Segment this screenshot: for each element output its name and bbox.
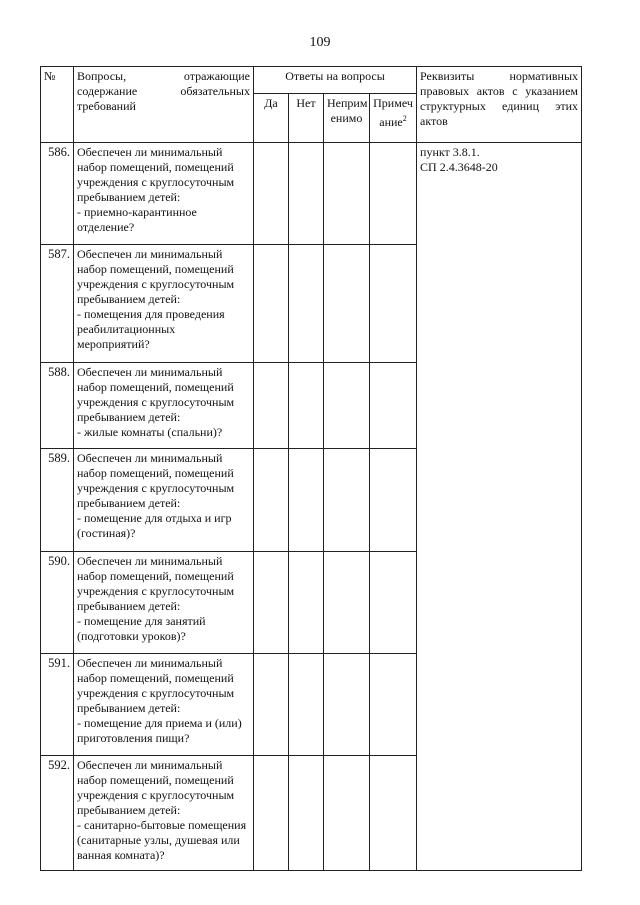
answer-yes-cell[interactable] [254,245,289,363]
header-number: № [41,67,74,143]
question-item: - жилые комнаты (спальни)? [77,425,223,439]
header-questions-word3: содержание [77,84,138,98]
answer-yes-cell[interactable] [254,143,289,245]
row-number: 587. [41,245,74,363]
header-requisites: Реквизиты нормативных правовых актов с указанием структурных единиц этих актов [417,67,582,143]
question-text: Обеспечен ли минимальный набор помещений, помещений учреждения с круглосуточным пребыванием детей: [77,365,235,424]
answer-na-cell[interactable] [324,449,370,552]
question-cell [74,449,254,552]
question-cell [74,756,254,871]
answer-note-cell[interactable] [370,552,417,654]
answer-na-cell[interactable] [324,363,370,449]
question-text: Обеспечен ли минимальный набор помещений, помещений учреждения с круглосуточным пребыванием детей: [77,145,235,204]
row-number: 591. [41,654,74,756]
header-answer-yes: Да [254,94,289,143]
answer-note-cell[interactable] [370,245,417,363]
question-cell [74,143,254,245]
answer-yes-cell[interactable] [254,552,289,654]
question-cell [74,654,254,756]
header-answers-group: Ответы на вопросы [254,67,417,94]
row-number: 592. [41,756,74,871]
answer-no-cell[interactable] [289,654,324,756]
answer-yes-cell[interactable] [254,363,289,449]
answer-note-cell[interactable] [370,143,417,245]
question-cell [74,552,254,654]
question-item: - помещение для приема и (или) приготовления пищи? [77,716,242,745]
question-item: - приемно-карантинное отделение? [77,205,197,234]
header-questions-word4: обязательных [180,84,250,98]
answer-na-cell[interactable] [324,552,370,654]
header-answer-note-label: Примеч ание [373,96,413,129]
question-text: Обеспечен ли минимальный набор помещений, помещений учреждения с круглосуточным пребыванием детей: [77,554,235,613]
header-answer-not-applicable: Неприм енимо [324,94,370,143]
answer-na-cell[interactable] [324,654,370,756]
answer-na-cell[interactable] [324,756,370,871]
header-questions [74,67,254,143]
question-item: - помещения для проведения реабилитационных мероприятий? [77,307,225,351]
answer-no-cell[interactable] [289,756,324,871]
answer-yes-cell[interactable] [254,756,289,871]
row-number: 589. [41,449,74,552]
question-text: Обеспечен ли минимальный набор помещений, помещений учреждения с круглосуточным пребыванием детей: [77,247,235,306]
answer-na-cell[interactable] [324,143,370,245]
answer-no-cell[interactable] [289,143,324,245]
question-cell [74,363,254,449]
answer-note-cell[interactable] [370,756,417,871]
table-row [41,143,582,245]
answer-no-cell[interactable] [289,363,324,449]
reference-document: СП 2.4.3648-20 [420,160,498,174]
answer-note-cell[interactable] [370,363,417,449]
checklist-table [40,66,582,871]
header-questions-word2: отражающие [183,69,250,83]
answer-yes-cell[interactable] [254,654,289,756]
answer-no-cell[interactable] [289,449,324,552]
row-number: 588. [41,363,74,449]
row-number: 586. [41,143,74,245]
reference-cell [417,143,582,871]
header-questions-word1: Вопросы, [77,69,127,83]
header-row-top [41,67,582,94]
page-number: 109 [309,35,331,50]
reference-clause: пункт 3.8.1. [420,145,480,159]
header-questions-word5: требований [77,99,136,113]
answer-no-cell[interactable] [289,552,324,654]
question-item: - санитарно-бытовые помещения (санитарные узлы, душевая или ванная комната)? [77,818,247,862]
question-text: Обеспечен ли минимальный набор помещений, помещений учреждения с круглосуточным пребыванием детей: [77,758,235,817]
answer-yes-cell[interactable] [254,449,289,552]
question-item: - помещение для отдыха и игр (гостиная)? [77,511,232,540]
question-item: - помещение для занятий (подготовки уроков)? [77,614,206,643]
row-number: 590. [41,552,74,654]
footnote-marker: 2 [402,114,407,123]
answer-no-cell[interactable] [289,245,324,363]
answer-note-cell[interactable] [370,654,417,756]
question-text: Обеспечен ли минимальный набор помещений, помещений учреждения с круглосуточным пребыванием детей: [77,451,235,510]
header-answer-no: Нет [289,94,324,143]
answer-na-cell[interactable] [324,245,370,363]
question-cell [74,245,254,363]
header-answer-note [370,94,417,143]
question-text: Обеспечен ли минимальный набор помещений, помещений учреждения с круглосуточным пребыванием детей: [77,656,235,715]
answer-note-cell[interactable] [370,449,417,552]
